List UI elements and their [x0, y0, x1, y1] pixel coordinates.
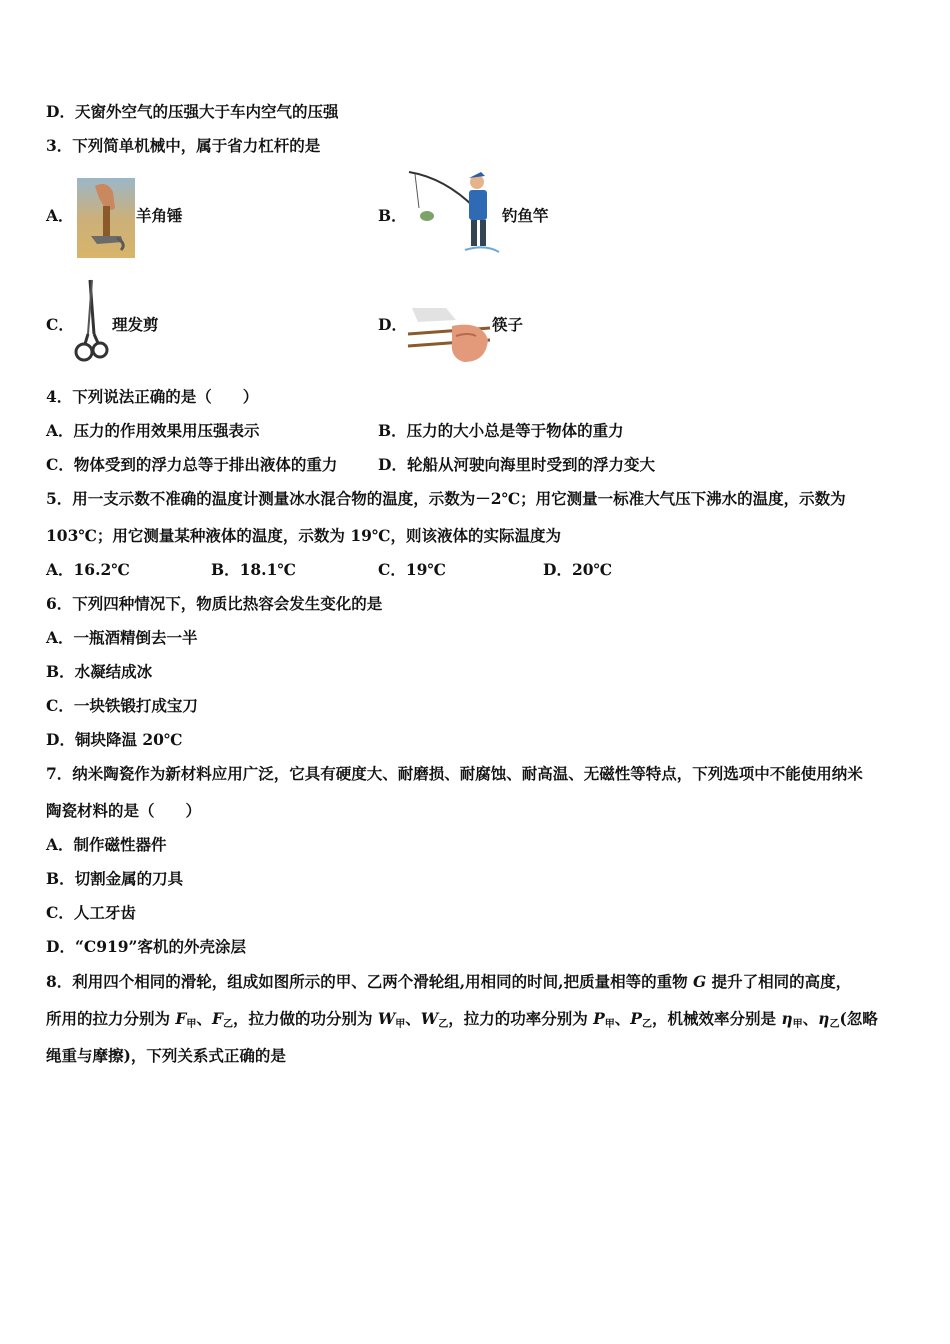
q3-option-d-label: 筷子 [492, 315, 524, 334]
q3-option-c-letter: C． [46, 315, 74, 334]
q7-stem-line2: 陶瓷材料的是（ ） [46, 801, 202, 820]
q3-option-b-label: 钓鱼竿 [502, 206, 549, 225]
q7-option-b: B．切割金属的刀具 [46, 869, 184, 888]
q5-stem-line1: 5．用一支示数不准确的温度计测量冰水混合物的温度，示数为－2℃；用它测量一标准大气压下沸水的温度，示数为 [46, 489, 846, 508]
q5-stem-line2: 103℃；用它测量某种液体的温度，示数为 19℃，则该液体的实际温度为 [46, 526, 561, 545]
q6-option-c: C．一块铁锻打成宝刀 [46, 696, 198, 715]
q4-stem: 4．下列说法正确的是（ ） [46, 387, 259, 406]
q6-option-d: D．铜块降温 20℃ [46, 730, 183, 749]
q6-option-b: B．水凝结成冰 [46, 662, 153, 681]
scissors-image [72, 278, 112, 370]
q4-option-d: D．轮船从河驶向海里时受到的浮力变大 [378, 455, 655, 474]
q5-option-b: B．18.1℃ [211, 560, 296, 579]
q5-option-a: A．16.2℃ [46, 560, 130, 579]
q7-stem-line1: 7．纳米陶瓷作为新材料应用广泛，它具有硬度大、耐磨损、耐腐蚀、耐高温、无磁性等特点，下列选项中不能使用纳米 [46, 764, 863, 783]
q7-option-c: C．人工牙齿 [46, 903, 136, 922]
q8-stem-line3: 绳重与摩擦)，下列关系式正确的是 [46, 1046, 286, 1065]
q8-stem-line1: 8．利用四个相同的滑轮，组成如图所示的甲、乙两个滑轮组,用相同的时间,把质量相等的重物 G 提升了相同的高度， [46, 972, 852, 991]
q5-option-c: C．19℃ [378, 560, 446, 579]
q3-option-b-letter: B． [378, 206, 407, 225]
q6-stem: 6．下列四种情况下，物质比热容会发生变化的是 [46, 594, 383, 613]
q7-option-a: A．制作磁性器件 [46, 835, 167, 854]
q2-option-d: D．天窗外空气的压强大于车内空气的压强 [46, 102, 339, 121]
q3-option-a-letter: A． [46, 206, 74, 225]
q6-option-a: A．一瓶酒精倒去一半 [46, 628, 198, 647]
fishing-rod-image [405, 168, 501, 260]
q3-option-d-letter: D． [378, 315, 407, 334]
q8-stem-line2: 所用的拉力分别为 F甲、F乙，拉力做的功分别为 W甲、W乙，拉力的功率分别为 P甲、P乙，机械效率分别是 η甲、η乙(忽略 [46, 1009, 878, 1030]
q4-option-a: A．压力的作用效果用压强表示 [46, 421, 260, 440]
q3-stem: 3．下列简单机械中，属于省力杠杆的是 [46, 136, 321, 155]
claw-hammer-image [77, 178, 135, 258]
q7-option-d: D．“C919”客机的外壳涂层 [46, 937, 246, 956]
q3-option-a-label: 羊角锤 [136, 206, 183, 225]
chopsticks-image [406, 306, 492, 368]
q3-option-c-label: 理发剪 [112, 315, 159, 334]
q4-option-c: C．物体受到的浮力总等于排出液体的重力 [46, 455, 338, 474]
q5-option-d: D．20℃ [543, 560, 613, 579]
q4-option-b: B．压力的大小总是等于物体的重力 [378, 421, 624, 440]
